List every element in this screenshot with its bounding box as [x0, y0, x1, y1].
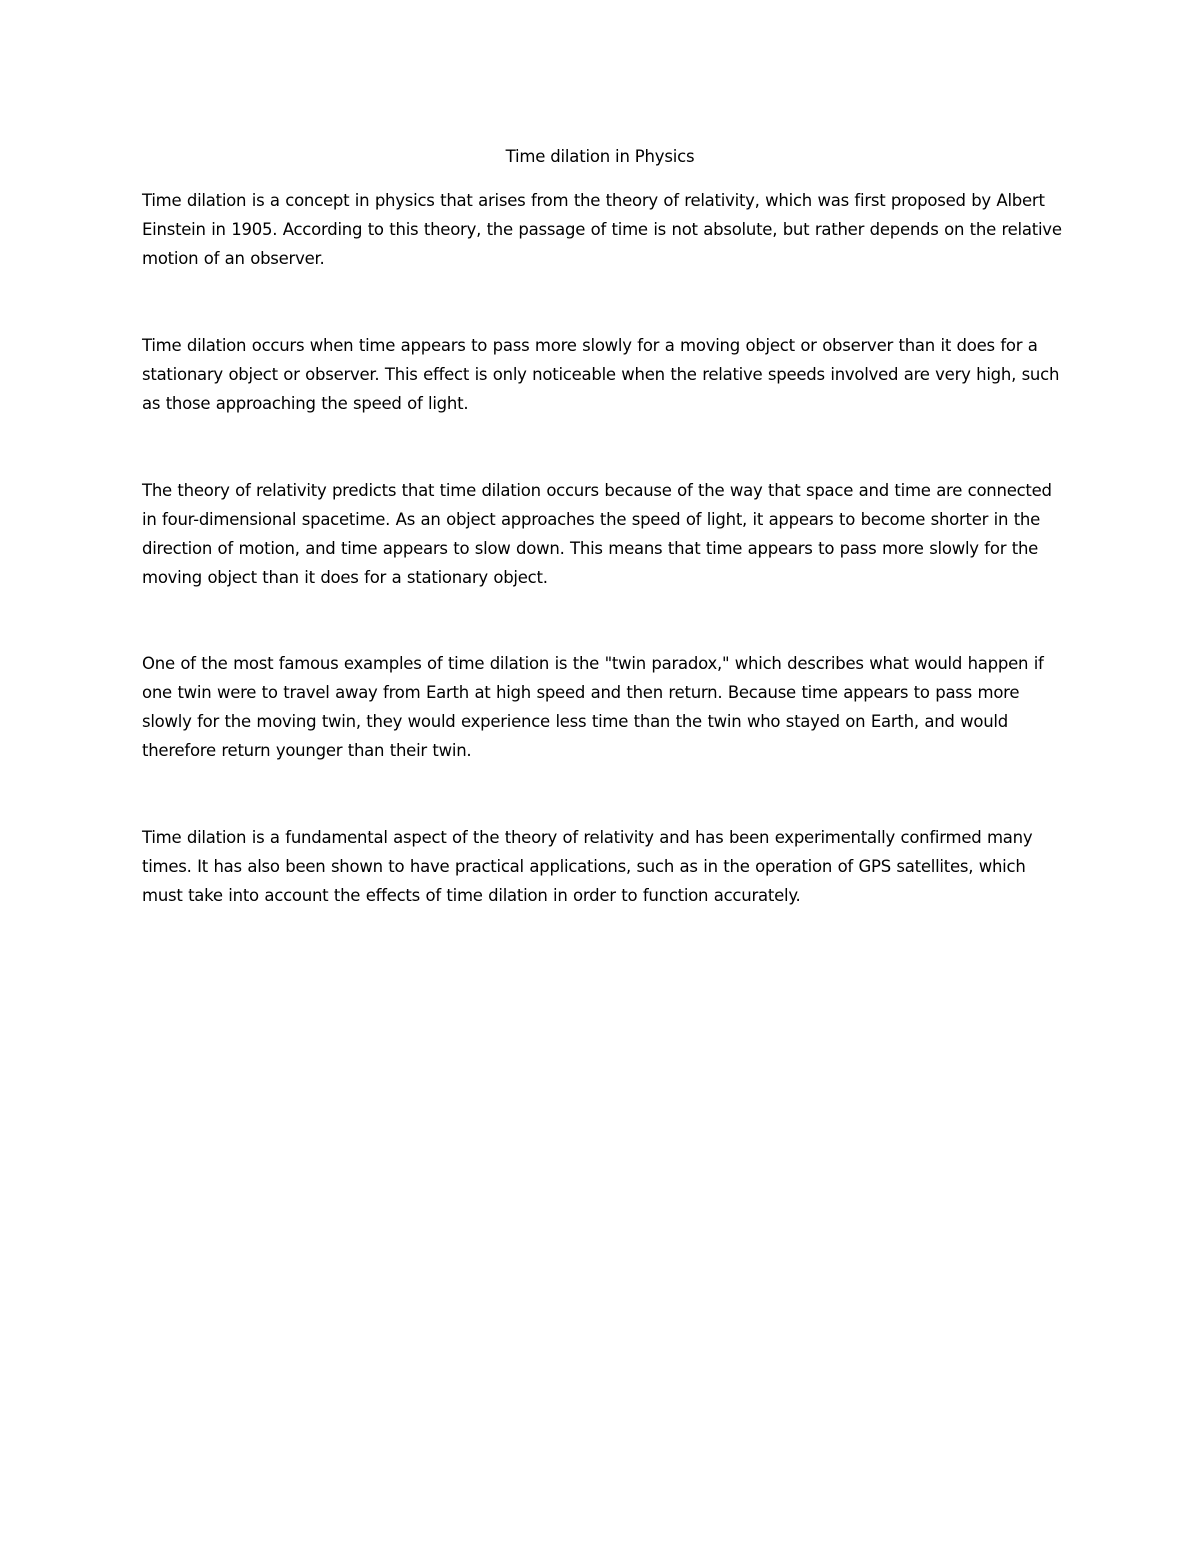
paragraph-2: Time dilation occurs when time appears to pass more slowly for a moving object or observer than it does for a stationary object or observer. This effect is only noticeable when the relative speeds involved are very high, such as those approaching the speed of light.	[142, 336, 1060, 413]
paragraph-5: Time dilation is a fundamental aspect of the theory of relativity and has been experimentally confirmed many times. It has also been shown to have practical applications, such as in the operation of GPS satellites, which must take into account the effects of time dilation in order to function accurately.	[142, 828, 1033, 905]
paragraph-4: One of the most famous examples of time dilation is the "twin paradox," which describes what would happen if one twin were to travel away from Earth at high speed and then return. Because time appears to pass more slowly for the moving twin, they would experience less time than the twin who stayed on Earth, and would therefore return younger than their twin.	[142, 654, 1044, 760]
document-title: Time dilation in Physics	[505, 147, 695, 166]
paragraph-1: Time dilation is a concept in physics that arises from the theory of relativity, which was first proposed by Albert Einstein in 1905. According to this theory, the passage of time is not absolute, but rather depends on the relative motion of an observer.	[142, 191, 1062, 268]
paragraph-3: The theory of relativity predicts that time dilation occurs because of the way that space and time are connected in four-dimensional spacetime. As an object approaches the speed of light, it appears to become shorter in the direction of motion, and time appears to slow down. This means that time appears to pass more slowly for the moving object than it does for a stationary object.	[142, 481, 1052, 587]
